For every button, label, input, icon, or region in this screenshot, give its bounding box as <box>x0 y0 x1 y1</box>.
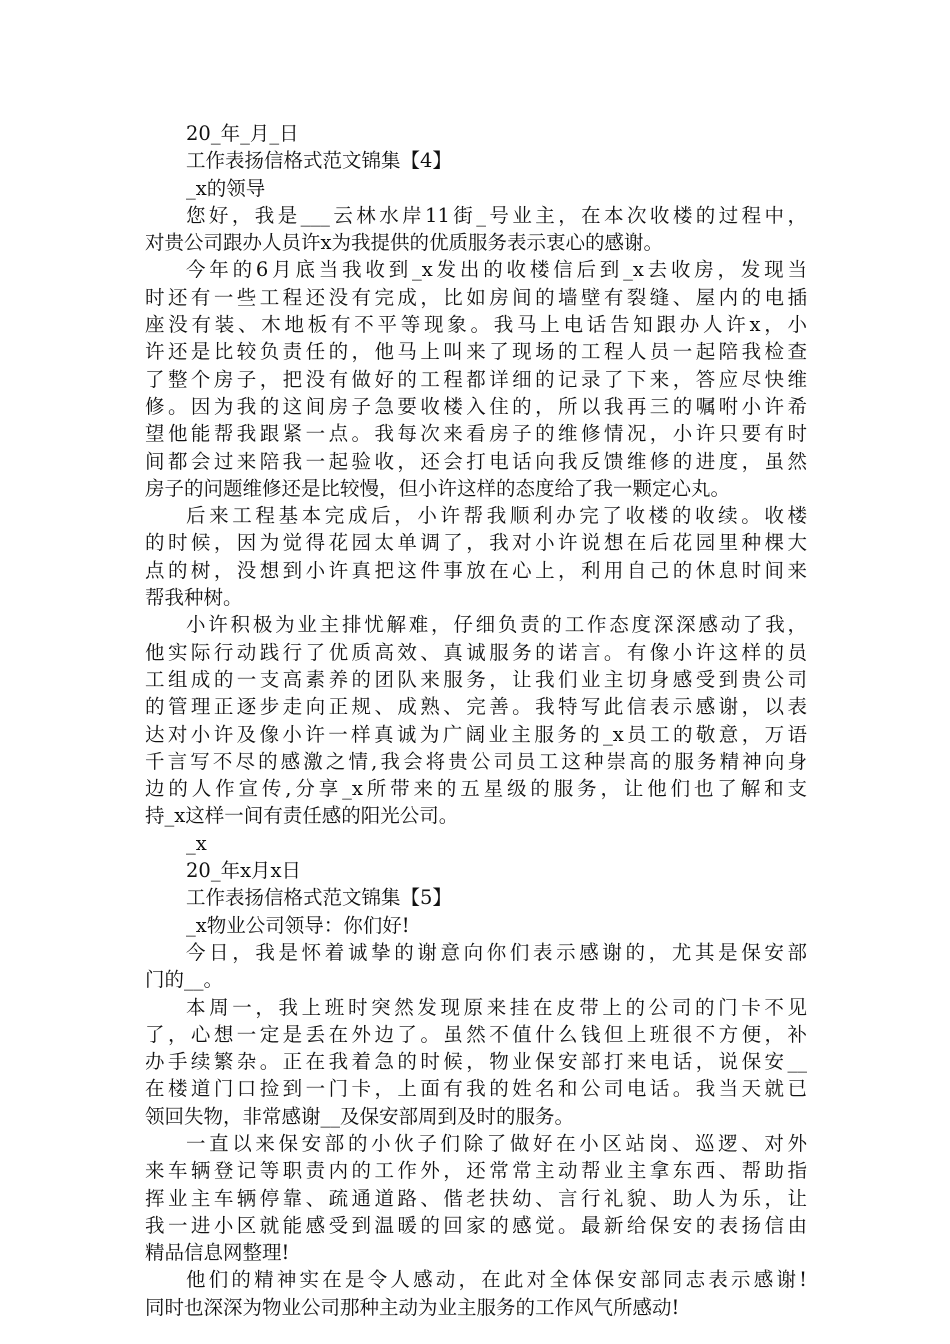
document-line: 精品信息网整理! <box>145 1241 290 1265</box>
document-line: 时还有一些工程还没有完成，比如房间的墙壁有裂缝、屋内的电插 <box>145 285 807 309</box>
document-line: 我一进小区就能感受到温暖的回家的感觉。最新给保安的表扬信由 <box>145 1213 807 1237</box>
document-line: 边的人作宣传,分享_x所带来的五星级的服务，让他们也了解和支 <box>145 777 807 801</box>
document-line: 办手续繁杂。正在我着急的时候，物业保安部打来电话，说保安__ <box>145 1050 807 1074</box>
document-line: 今年的6月底当我收到_x发出的收楼信后到_x去收房，发现当 <box>186 258 807 282</box>
document-line: 挥业主车辆停靠、疏通道路、偕老扶幼、言行礼貌、助人为乐，让 <box>145 1186 807 1210</box>
document-line: 许还是比较负责任的，他马上叫来了现场的工程人员一起陪我检查 <box>145 340 807 364</box>
document-line: 房子的问题维修还是比较慢，但小许这样的态度给了我一颗定心丸。 <box>145 476 731 500</box>
document-line: 持_x这样一间有责任感的阳光公司。 <box>145 804 459 828</box>
document-line: 望他能帮我跟紧一点。我每次来看房子的维修情况，小许只要有时 <box>145 422 807 446</box>
document-line: 小许积极为业主排忧解难，仔细负责的工作态度深深感动了我， <box>186 613 807 637</box>
document-line: 后来工程基本完成后，小许帮我顺利办完了收楼的收续。收楼 <box>186 504 807 528</box>
document-line: 来车辆登记等职责内的工作外，还常常主动帮业主拿东西、帮助指 <box>145 1159 807 1183</box>
document-line: 了，心想一定是丢在外边了。虽然不值什么钱但上班很不方便，补 <box>145 1022 807 1046</box>
document-line: 了整个房子，把没有做好的工程都详细的记录了下来，答应尽快维 <box>145 367 807 391</box>
document-line: 帮我种树。 <box>145 586 243 610</box>
document-line: 点的树，没想到小许真把这件事放在心上，利用自己的休息时间来 <box>145 558 807 582</box>
document-line: 20_年x月x日 <box>186 859 302 883</box>
document-line: _x <box>186 831 207 855</box>
document-line: 修。因为我的这间房子急要收楼入住的，所以我再三的嘱咐小许希 <box>145 394 807 418</box>
document-line: 座没有装、木地板有不平等现象。我马上电话告知跟办人许x，小 <box>145 313 807 337</box>
document-line: 在楼道门口捡到一门卡，上面有我的姓名和公司电话。我当天就已 <box>145 1077 807 1101</box>
document-line: 千言写不尽的感激之情,我会将贵公司员工这种崇高的服务精神向身 <box>145 749 807 773</box>
document-line: _x物业公司领导：你们好! <box>186 913 410 937</box>
document-line: 对贵公司跟办人员许x为我提供的优质服务表示衷心的感谢。 <box>145 231 663 255</box>
document-line: _x的领导 <box>186 176 266 200</box>
document-line: 20_年_月_日 <box>186 122 299 145</box>
document-line: 间都会过来陪我一起验收，还会打电话向我反馈维修的进度，虽然 <box>145 449 807 473</box>
document-line: 达对小许及像小许一样真诚为广阔业主服务的_x员工的敬意，万语 <box>145 722 807 746</box>
document-line: 一直以来保安部的小伙子们除了做好在小区站岗、巡逻、对外 <box>186 1131 807 1155</box>
document-line: 本周一，我上班时突然发现原来挂在皮带上的公司的门卡不见 <box>186 995 807 1019</box>
document-line: 的时候，因为觉得花园太单调了，我对小许说想在后花园里种棵大 <box>145 531 807 555</box>
document-line: 您好，我是___云林水岸11街_号业主，在本次收楼的过程中， <box>186 203 807 227</box>
document-line: 工组成的一支高素养的团队来服务，让我们业主切身感受到贵公司 <box>145 667 807 691</box>
document-line: 工作表扬信格式范文锦集【4】 <box>186 149 452 173</box>
document-line: 门的__。 <box>145 968 224 992</box>
document-line: 今日，我是怀着诚挚的谢意向你们表示感谢的，尤其是保安部 <box>186 940 807 964</box>
document-line: 的管理正逐步走向正规、成熟、完善。我特写此信表示感谢，以表 <box>145 695 807 719</box>
document-line: 领回失物，非常感谢__及保安部周到及时的服务。 <box>145 1104 575 1128</box>
document-line: 工作表扬信格式范文锦集【5】 <box>186 886 452 910</box>
document-line: 同时也深深为物业公司那种主动为业主服务的工作风气所感动! <box>145 1295 680 1319</box>
document-line: 他们的精神实在是令人感动，在此对全体保安部同志表示感谢! <box>186 1268 807 1292</box>
document-body <box>145 120 807 1321</box>
document-line: 他实际行动践行了优质高效、真诚服务的诺言。有像小许这样的员 <box>145 640 807 664</box>
